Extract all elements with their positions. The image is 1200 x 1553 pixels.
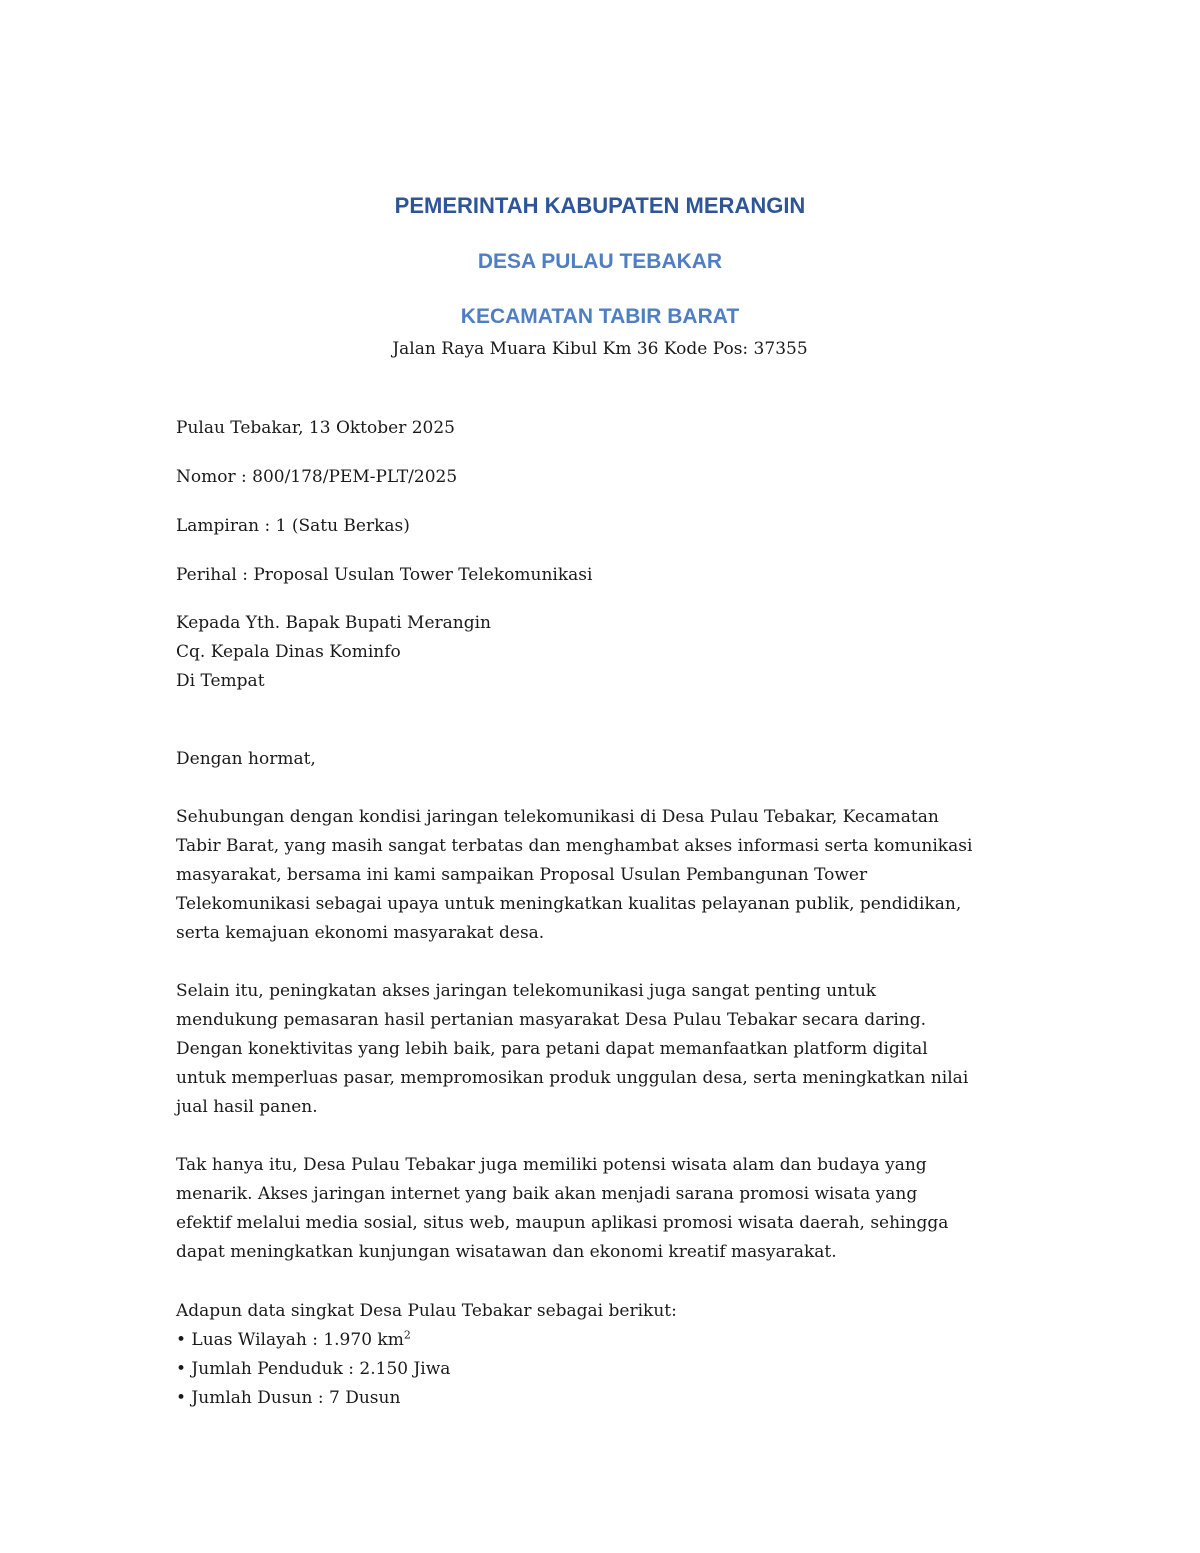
paragraph-line: Tabir Barat, yang masih sangat terbatas dan menghambat akses informasi serta komunikasi [176,836,973,856]
paragraph-line: Dengan konektivitas yang lebih baik, para petani dapat memanfaatkan platform digital [176,1039,928,1059]
village-data-list [176,1326,450,1413]
paragraph-line: Tak hanya itu, Desa Pulau Tebakar juga memiliki potensi wisata alam dan budaya yang [176,1155,927,1175]
header-regency: PEMERINTAH KABUPATEN MERANGIN [394,193,806,218]
paragraph-line: efektif melalui media sosial, situs web, maupun aplikasi promosi wisata daerah, sehingga [176,1213,949,1233]
paragraph-2 [176,977,1036,1122]
header-district: KECAMATAN TABIR BARAT [460,305,740,328]
greeting: Dengan hormat, [176,749,316,769]
recipient-line-3: Di Tempat [176,671,265,691]
list-item: • Jumlah Penduduk : 2.150 Jiwa [176,1359,451,1379]
data-intro: Adapun data singkat Desa Pulau Tebakar sebagai berikut: [176,1301,677,1321]
paragraph-line: Telekomunikasi sebagai upaya untuk meningkatkan kualitas pelayanan publik, pendidikan, [176,894,962,914]
paragraph-line: Selain itu, peningkatan akses jaringan telekomunikasi juga sangat penting untuk [176,981,877,1001]
attachment: Lampiran : 1 (Satu Berkas) [176,516,410,536]
paragraph-line: menarik. Akses jaringan internet yang baik akan menjadi sarana promosi wisata yang [176,1184,918,1204]
place-date: Pulau Tebakar, 13 Oktober 2025 [176,418,455,438]
recipient-line-1: Kepada Yth. Bapak Bupati Merangin [176,613,491,633]
paragraph-line: dapat meningkatkan kunjungan wisatawan dan ekonomi kreatif masyarakat. [176,1242,837,1262]
area-unit-superscript: 2 [403,1328,411,1342]
subject: Perihal : Proposal Usulan Tower Telekomunikasi [176,565,593,585]
list-item: • Jumlah Dusun : 7 Dusun [176,1388,401,1408]
paragraph-line: serta kemajuan ekonomi masyarakat desa. [176,923,545,943]
paragraph-line: untuk memperluas pasar, mempromosikan produk unggulan desa, serta meningkatkan nilai [176,1068,969,1088]
paragraph-line: mendukung pemasaran hasil pertanian masyarakat Desa Pulau Tebakar secara daring. [176,1010,927,1030]
header-address: Jalan Raya Muara Kibul Km 36 Kode Pos: 37355 [392,339,808,359]
paragraph-line: masyarakat, bersama ini kami sampaikan Proposal Usulan Pembangunan Tower [176,865,868,885]
letter-number: Nomor : 800/178/PEM-PLT/2025 [176,467,458,487]
area-item: • Luas Wilayah : 1.970 km [176,1330,404,1350]
paragraph-1 [176,803,1036,948]
list-item [176,1326,450,1355]
header-village: DESA PULAU TEBAKAR [477,250,723,273]
paragraph-line: jual hasil panen. [176,1097,318,1117]
paragraph-line: Sehubungan dengan kondisi jaringan telekomunikasi di Desa Pulau Tebakar, Kecamatan [176,807,939,827]
recipient-line-2: Cq. Kepala Dinas Kominfo [176,642,401,662]
paragraph-3 [176,1151,1036,1267]
